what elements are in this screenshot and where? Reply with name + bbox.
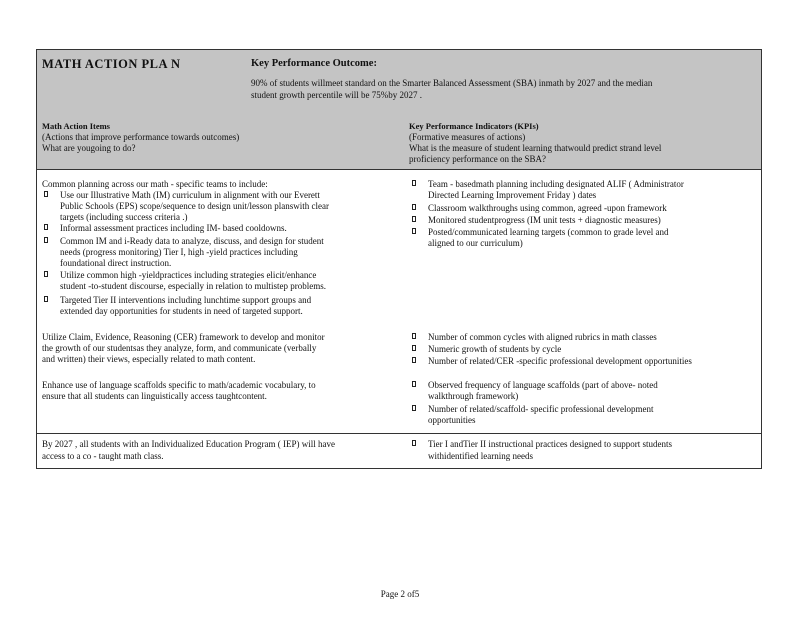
kpi-item: Number of related/CER -specific professional development opportunities — [428, 356, 692, 366]
kpi-question-line1: What is the measure of student learning thatwould predict strand level — [409, 143, 662, 153]
table-border-bottom — [36, 468, 762, 469]
kpi-item: Classroom walkthroughs using common, agreed -upon framework — [428, 203, 667, 213]
list-item: foundational direct instruction. — [60, 258, 172, 268]
cer-framework-text: Utilize Claim, Evidence, Reasoning (CER) framework to develop and monitor — [42, 332, 325, 342]
bullet-icon — [412, 345, 416, 351]
table-border-left — [36, 49, 37, 469]
kpi-item: Tier I andTier II instructional practices designed to support students — [428, 439, 673, 449]
language-scaffolds-text: ensure that all students can linguistically access taughtcontent. — [42, 391, 267, 401]
header-divider — [36, 169, 762, 170]
bullet-icon — [412, 228, 416, 234]
list-item: targets (including success criteria .) — [60, 212, 188, 222]
table-border-top — [36, 49, 762, 50]
list-item: Common IM and i-Ready data to analyze, discuss, and design for student — [60, 236, 324, 246]
table-border-right — [761, 49, 762, 469]
list-item: Use our Illustrative Math (IM) curriculum in alignment with our Everett — [60, 190, 320, 200]
page-title: MATH ACTION PLA N — [42, 57, 181, 71]
cer-framework-text: and written) their views, especially related to math content. — [42, 354, 256, 364]
language-scaffolds-text: Enhance use of language scaffolds specific to math/academic vocabulary, to — [42, 380, 316, 390]
bullet-icon — [412, 381, 416, 387]
kpi-item: Numeric growth of students by cycle — [428, 344, 562, 354]
action-items-subheading: (Actions that improve performance towards outcomes) — [42, 132, 240, 142]
kpi-item: aligned to our curriculum) — [428, 238, 523, 248]
kpi-item: Directed Learning Improvement Friday ) dates — [428, 190, 597, 200]
kpi-item: Observed frequency of language scaffolds (part of above- noted — [428, 380, 658, 390]
bullet-icon — [44, 296, 48, 302]
list-item: extended day opportunities for students in need of targeted support. — [60, 306, 303, 316]
bullet-icon — [44, 271, 48, 277]
list-item: student -to-student discourse, especially in relation to multistep problems. — [60, 281, 326, 291]
action-items-heading: Math Action Items — [42, 121, 110, 131]
kpi-item: opportunities — [428, 415, 476, 425]
bullet-icon — [412, 204, 416, 210]
action-plan-table — [36, 49, 762, 469]
kpi-item: Number of related/scaffold- specific professional development — [428, 404, 654, 414]
kpi-question-line2: proficiency performance on the SBA? — [409, 154, 546, 164]
iep-access-text: access to a co - taught math class. — [42, 451, 164, 461]
bullet-icon — [44, 191, 48, 197]
kpi-item: Team - basedmath planning including designated ALIF ( Administrator — [428, 179, 684, 189]
bullet-icon — [412, 440, 416, 446]
common-planning-intro: Common planning across our math - specific teams to include: — [42, 179, 268, 189]
outcome-text-line2: student growth percentile will be 75%by 2027 . — [251, 90, 422, 100]
bullet-icon — [412, 180, 416, 186]
kpi-item: Number of common cycles with aligned rubrics in math classes — [428, 332, 657, 342]
action-items-question: What are yougoing to do? — [42, 143, 136, 153]
list-item: needs (progress monitoring) Tier I, high -yield practices including — [60, 247, 298, 257]
list-item: Targeted Tier II interventions including lunchtime support groups and — [60, 295, 312, 305]
bullet-icon — [44, 224, 48, 230]
kpi-item: Posted/communicated learning targets (common to grade level and — [428, 227, 669, 237]
iep-access-text: By 2027 , all students with an Individualized Education Program ( IEP) will have — [42, 439, 335, 449]
key-performance-outcome-label: Key Performance Outcome: — [251, 58, 377, 69]
kpi-item: walkthrough framework) — [428, 391, 519, 401]
kpi-subheading: (Formative measures of actions) — [409, 132, 526, 142]
bullet-icon — [44, 237, 48, 243]
kpi-item: withidentified learning needs — [428, 451, 533, 461]
list-item: Public Schools (EPS) scope/sequence to design unit/lesson planswith clear — [60, 201, 329, 211]
outcome-text-line1: 90% of students willmeet standard on the Smarter Balanced Assessment (SBA) inmath by 2027 and the median — [251, 78, 653, 88]
bullet-icon — [412, 405, 416, 411]
kpi-heading: Key Performance Indicators (KPIs) — [409, 121, 539, 131]
cer-framework-text: the growth of our studentsas they analyze, form, and communicate (verbally — [42, 343, 317, 353]
list-item: Utilize common high -yieldpractices including strategies elicit/enhance — [60, 270, 317, 280]
page-number: Page 2 of5 — [380, 589, 420, 599]
bullet-icon — [412, 357, 416, 363]
row-divider — [36, 433, 762, 434]
bullet-icon — [412, 216, 416, 222]
bullet-icon — [412, 333, 416, 339]
list-item: Informal assessment practices including IM- based cooldowns. — [60, 223, 287, 233]
kpi-item: Monitored studentprogress (IM unit tests + diagnostic measures) — [428, 215, 661, 225]
